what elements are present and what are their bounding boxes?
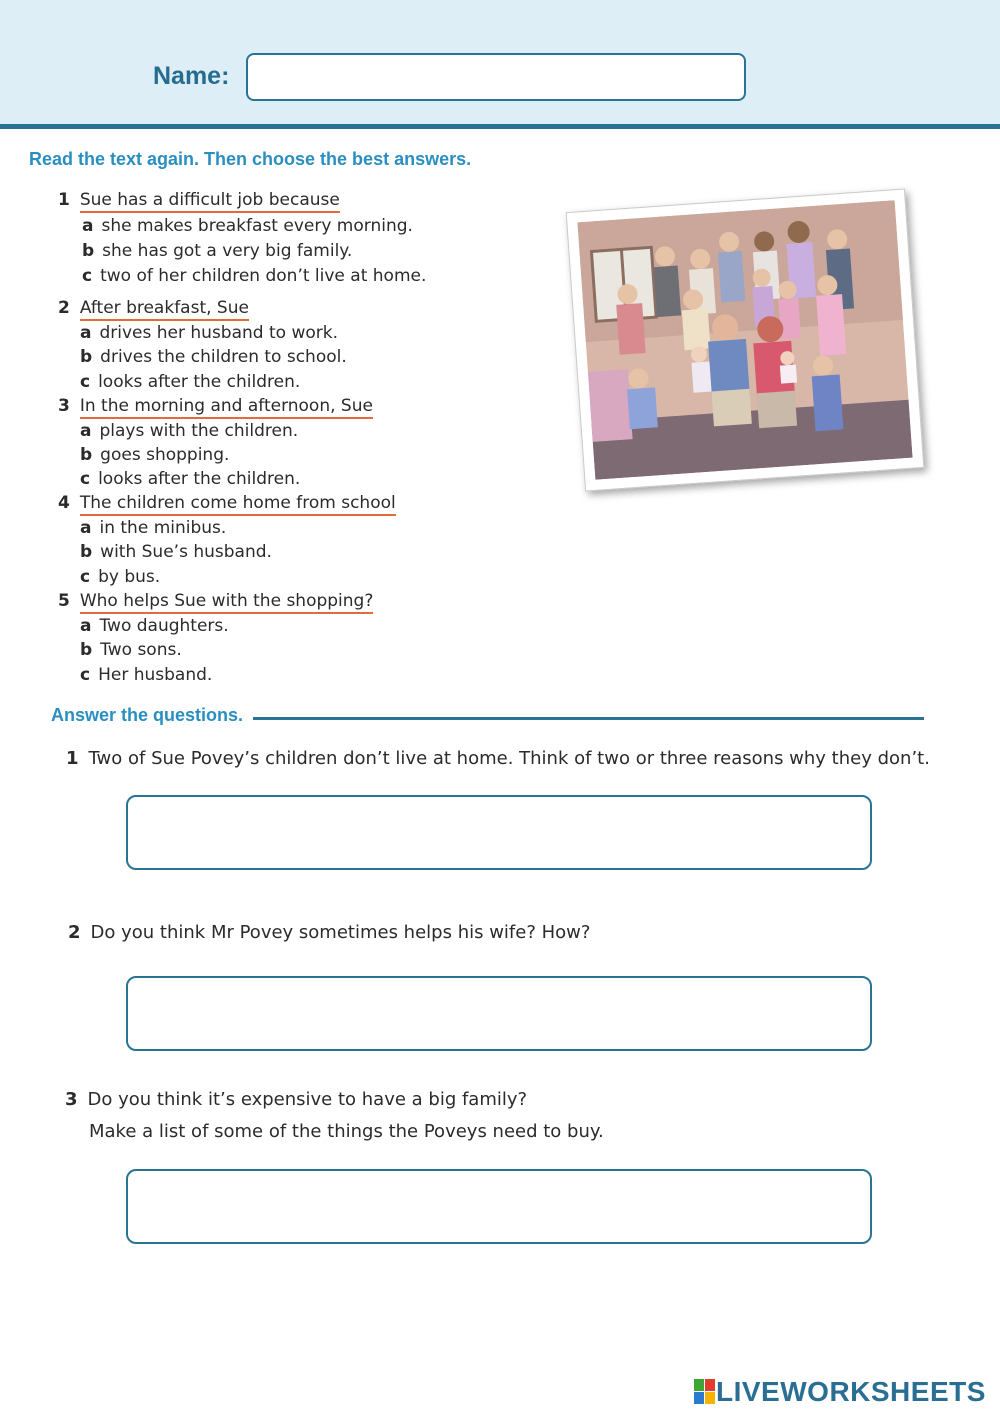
question-number: 1: [58, 190, 70, 210]
option-letter: a: [80, 518, 92, 538]
open-question-2: [68, 922, 590, 943]
section-divider: [253, 717, 924, 720]
option-2c[interactable]: [80, 372, 300, 392]
option-text: drives the children to school.: [100, 347, 347, 367]
question-5: [58, 591, 373, 611]
option-3b[interactable]: [80, 445, 229, 465]
question-stem: The children come home from school: [80, 493, 396, 516]
option-text: drives her husband to work.: [99, 323, 338, 343]
option-text: she has got a very big family.: [102, 241, 353, 261]
question-number: 2: [58, 298, 70, 318]
open-question-3-line-2: Make a list of some of the things the Poveys need to buy.: [89, 1121, 604, 1142]
question-number: 4: [58, 493, 70, 513]
option-letter: a: [82, 216, 94, 236]
option-text: Two sons.: [100, 640, 182, 660]
option-letter: b: [80, 542, 93, 562]
question-stem: After breakfast, Sue: [80, 298, 249, 321]
option-1c[interactable]: [82, 266, 426, 286]
option-letter: c: [80, 372, 91, 392]
option-text: plays with the children.: [99, 421, 299, 441]
option-letter: a: [80, 616, 92, 636]
name-label: Name:: [153, 62, 230, 90]
option-letter: b: [80, 640, 93, 660]
option-text: goes shopping.: [100, 445, 230, 465]
open-question-1: [66, 748, 930, 769]
option-text: Two daughters.: [99, 616, 229, 636]
option-text: by bus.: [98, 567, 161, 587]
family-photo-image: [577, 200, 912, 480]
option-letter: c: [80, 665, 91, 685]
question-number: 3: [65, 1089, 78, 1110]
option-text: looks after the children.: [98, 469, 301, 489]
answer-box-2[interactable]: [126, 976, 872, 1051]
option-text: in the minibus.: [99, 518, 227, 538]
header-band: [0, 0, 1000, 129]
answer-box-3[interactable]: [126, 1169, 872, 1244]
question-3: [58, 396, 373, 416]
family-photo: [566, 188, 925, 491]
option-letter: b: [80, 445, 93, 465]
option-text: Her husband.: [98, 665, 213, 685]
option-1a[interactable]: [82, 216, 413, 236]
question-text: Do you think it’s expensive to have a big family?: [87, 1089, 528, 1110]
question-stem: In the morning and afternoon, Sue: [80, 396, 373, 419]
option-1b[interactable]: [82, 241, 352, 261]
question-stem: Who helps Sue with the shopping?: [80, 591, 374, 614]
option-4b[interactable]: [80, 542, 272, 562]
option-3c[interactable]: [80, 469, 300, 489]
brand-name: LIVEWORKSHEETS: [716, 1376, 986, 1407]
option-letter: c: [82, 266, 93, 286]
question-2: [58, 298, 249, 318]
open-question-3: [65, 1089, 527, 1110]
option-letter: c: [80, 567, 91, 587]
answer-box-1[interactable]: [126, 795, 872, 870]
option-3a[interactable]: [80, 421, 298, 441]
option-4a[interactable]: [80, 518, 226, 538]
option-letter: a: [80, 323, 92, 343]
option-5c[interactable]: [80, 665, 212, 685]
question-number: 2: [68, 922, 81, 943]
question-text: Two of Sue Povey’s children don’t live at home. Think of two or three reasons why they don’t.: [88, 748, 930, 769]
option-letter: a: [80, 421, 92, 441]
option-text: she makes breakfast every morning.: [101, 216, 413, 236]
liveworksheets-logo: [694, 1376, 986, 1408]
option-letter: b: [80, 347, 93, 367]
brand-icon: [694, 1379, 716, 1405]
option-4c[interactable]: [80, 567, 160, 587]
question-text: Do you think Mr Povey sometimes helps his wife? How?: [90, 922, 591, 943]
question-number: 1: [66, 748, 79, 769]
option-2b[interactable]: [80, 347, 347, 367]
instructions-title: Read the text again. Then choose the best answers.: [29, 149, 472, 169]
option-5a[interactable]: [80, 616, 229, 636]
option-text: with Sue’s husband.: [100, 542, 272, 562]
option-2a[interactable]: [80, 323, 338, 343]
option-letter: b: [82, 241, 95, 261]
option-letter: c: [80, 469, 91, 489]
option-5b[interactable]: [80, 640, 182, 660]
question-stem: Sue has a difficult job because: [80, 190, 340, 213]
name-input[interactable]: [246, 53, 746, 101]
question-number: 5: [58, 591, 70, 611]
option-text: two of her children don’t live at home.: [100, 266, 427, 286]
answer-section-title: Answer the questions.: [51, 705, 244, 725]
option-text: looks after the children.: [98, 372, 301, 392]
question-4: [58, 493, 396, 513]
question-1: [58, 190, 340, 210]
question-number: 3: [58, 396, 70, 416]
